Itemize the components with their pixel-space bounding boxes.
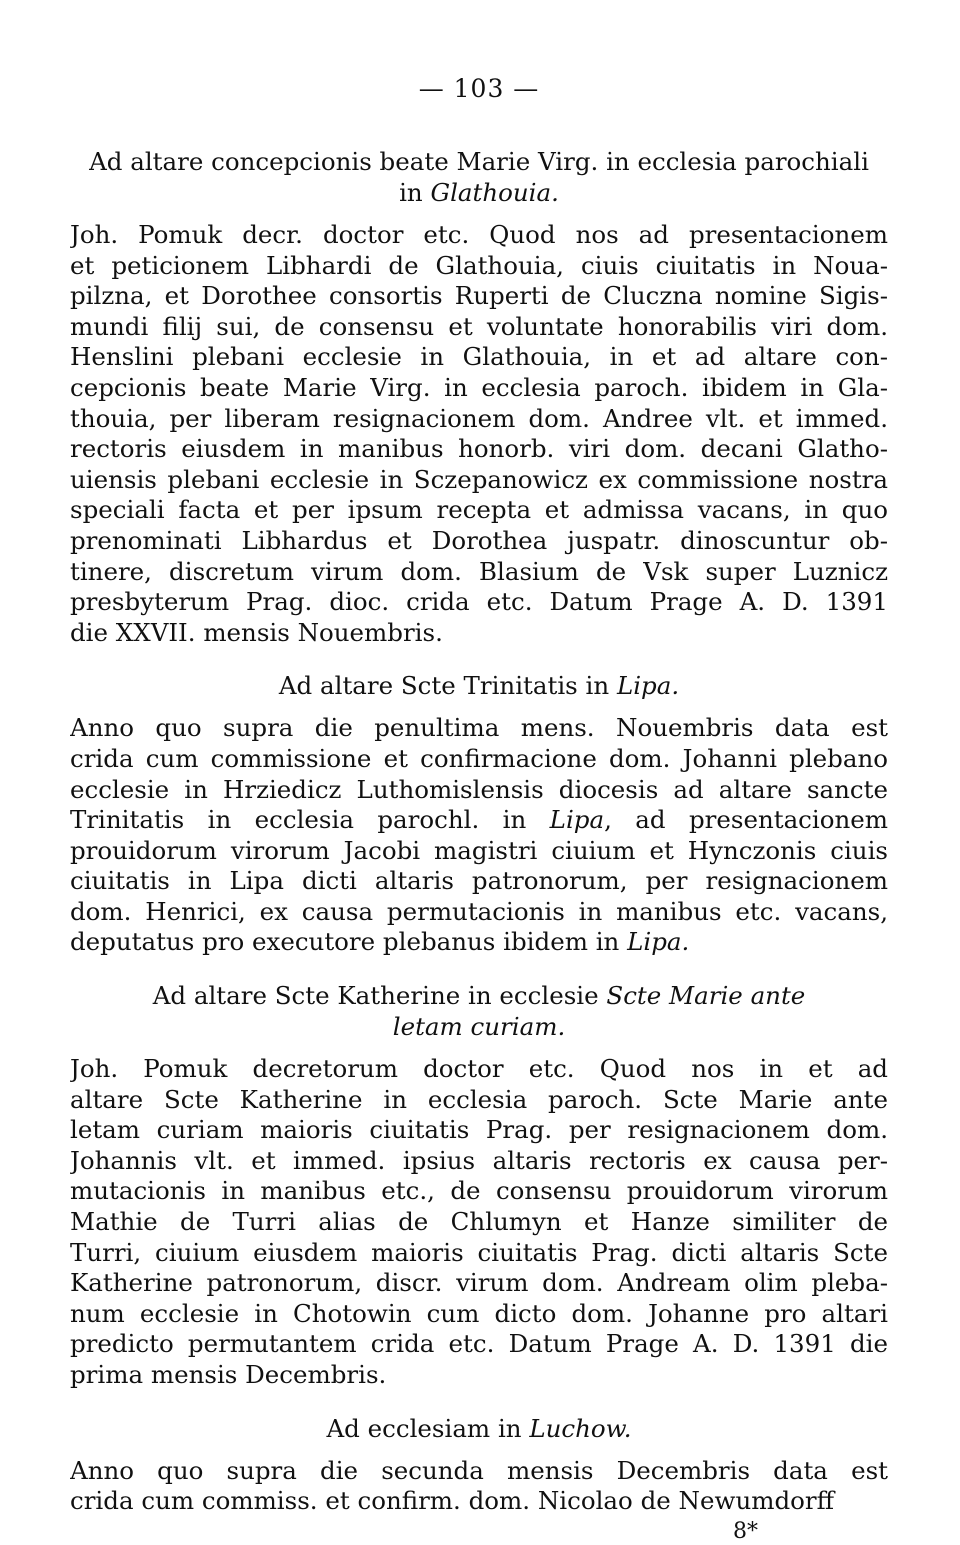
section-body-4 (70, 1456, 888, 1517)
text-line: Turri, ciuium eiusdem maioris ciuitatis Prag. dicti altaris Scte (70, 1237, 888, 1267)
text-line: rectoris eiusdem in manibus honorb. viri dom. decani Glatho- (70, 434, 888, 464)
page-number: — 103 — (418, 74, 540, 103)
text-line: prima mensis Decembris. (70, 1360, 387, 1389)
text-line: et peticionem Libhardi de Glathouia, ciuis ciuitatis in Noua- (70, 250, 888, 280)
text-line: altare Scte Katherine in ecclesia paroch. Scte Marie ante (70, 1084, 888, 1114)
heading-place: Luchow. (529, 1413, 632, 1443)
text-line: ecclesie in Hrziedicz Luthomislensis diocesis ad altare sancte (70, 774, 888, 804)
section-heading-3-cont (70, 1011, 888, 1042)
section-heading-4 (70, 1413, 888, 1444)
text-line: ciuitatis in Lipa dicti altaris patronorum, per resignacionem (70, 866, 888, 896)
text-line: mundi filij sui, de consensu et voluntate honorabilis viri dom. (70, 311, 888, 341)
text-line: letam curiam maioris ciuitatis Prag. per resignacionem dom. (70, 1115, 888, 1145)
section-heading-1 (70, 146, 888, 177)
text-line: die XXVII. mensis Nouembris. (70, 617, 443, 647)
text-line: cepcionis beate Marie Virg. in ecclesia paroch. ibidem in Gla- (70, 372, 888, 402)
text-line: presbyterum Prag. dioc. crida etc. Datum Prage A. D. 1391 (70, 587, 888, 617)
section-body-2 (70, 713, 888, 958)
heading-place: Glathouia. (430, 178, 559, 207)
heading-place: Scte Marie ante (606, 981, 806, 1011)
heading-place: letam curiam. (392, 1012, 566, 1042)
text-line: Katherine patronorum, discr. virum dom. Andream olim pleba- (70, 1268, 888, 1298)
text-line: prenominati Libhardus et Dorothea juspatr. dinoscuntur ob- (70, 525, 888, 555)
text-line: pilzna, et Dorothee consortis Ruperti de Cluczna nomine Sigis- (70, 281, 888, 311)
text-line: tinere, discretum virum dom. Blasium de Vsk super Luznicz (70, 556, 888, 586)
text-line: num ecclesie in Chotowin cum dicto dom. Johanne pro altari (70, 1298, 888, 1328)
text-line: Joh. Pomuk decretorum doctor etc. Quod nos in et ad (70, 1054, 888, 1084)
section-heading-2 (70, 670, 888, 701)
text-line: crida cum commissione et confirmacione dom. Johanni plebano (70, 743, 888, 773)
heading-place: Lipa. (616, 671, 680, 701)
section-heading-1-cont (70, 177, 888, 208)
text-line: predicto permutantem crida etc. Datum Prage A. D. 1391 die (70, 1329, 888, 1359)
section-heading-3 (70, 980, 888, 1011)
text-line: Henslini plebani ecclesie in Glathouia, in et ad altare con- (70, 342, 888, 372)
text-line: Trinitatis in ecclesia parochl. in Lipa, ad presentacionem (70, 805, 888, 835)
text-line: thouia, per liberam resignacionem dom. Andree vlt. et immed. (70, 403, 888, 433)
text-line: Anno quo supra die secunda mensis Decembris data est (70, 1455, 888, 1485)
text-line: dom. Henrici, ex causa permutacionis in manibus etc. vacans, (70, 896, 888, 926)
section-body-1 (70, 220, 888, 648)
text-line: speciali facta et per ipsum recepta et admissa vacans, in quo (70, 495, 888, 525)
heading-line: in (399, 178, 431, 207)
document-page (70, 74, 888, 1545)
text-line: prouidorum virorum Jacobi magistri ciuium et Hynczonis ciuis (70, 835, 888, 865)
heading-line: Ad altare concepcionis beate Marie Virg. in ecclesia parochiali (89, 147, 869, 176)
heading-line: Ad altare Scte Katherine in ecclesie (152, 981, 607, 1011)
text-line: Johannis vlt. et immed. ipsius altaris rectoris ex causa per- (70, 1145, 888, 1175)
text-line: Mathie de Turri alias de Chlumyn et Hanze similiter de (70, 1207, 888, 1237)
text-line: deputatus pro executore plebanus ibidem in Lipa. (70, 927, 690, 957)
place-name: Lipa. (627, 927, 690, 957)
text-line: Joh. Pomuk decr. doctor etc. Quod nos ad presentacionem (70, 220, 888, 249)
text-line: Anno quo supra die penultima mens. Nouembris data est (70, 713, 888, 743)
heading-line: Ad altare Scte Trinitatis in (278, 671, 617, 701)
section-body-3 (70, 1054, 888, 1391)
text-line: crida cum commiss. et confirm. dom. Nicolao de Newumdorff (70, 1486, 835, 1516)
text-line: mutacionis in manibus etc., de consensu prouidorum virorum (70, 1176, 888, 1206)
place-name: Lipa (549, 805, 605, 835)
text-line: uiensis plebani ecclesie in Sczepanowicz ex commissione nostra (70, 464, 888, 494)
signature-mark: 8* (733, 1518, 758, 1544)
heading-line: Ad ecclesiam in (326, 1413, 530, 1443)
